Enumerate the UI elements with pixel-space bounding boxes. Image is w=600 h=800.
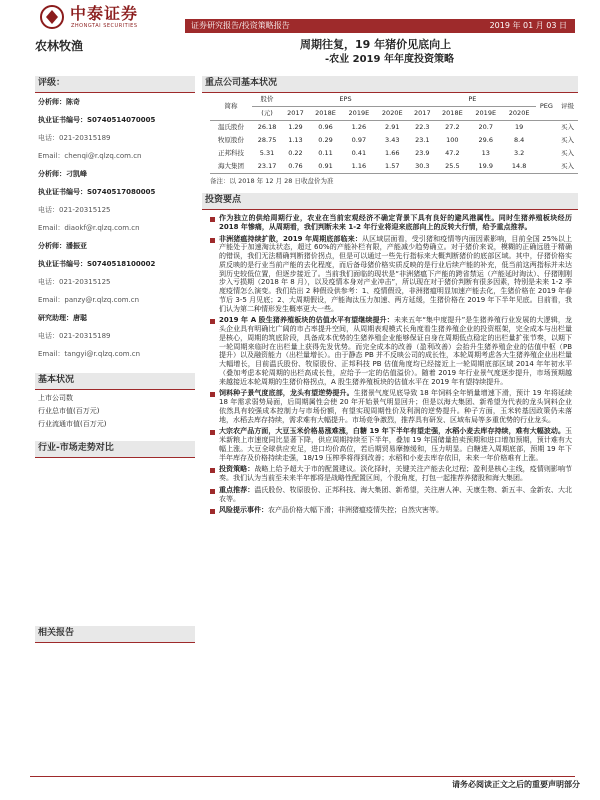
report-header-bar	[185, 19, 575, 33]
point-heading: 2019 年 A 股生猪养殖板块的估值水平有望继续提升：	[219, 316, 394, 325]
analyst-list	[35, 93, 195, 363]
zhongtai-logo-icon	[40, 5, 64, 29]
cert-number: S0740514070005	[87, 116, 156, 124]
pe-cell: 100	[446, 136, 459, 145]
pe-cell: 22.3	[415, 123, 430, 132]
footer-divider	[30, 776, 575, 777]
table-row	[210, 121, 578, 135]
company-name: 正邦科技	[218, 149, 244, 158]
email-label: Email：	[38, 224, 65, 232]
analyst-name: 潘振亚	[66, 242, 87, 250]
pe-cell: 25.5	[445, 162, 460, 171]
pe-cell: 27.2	[445, 123, 460, 132]
point-text: 生猪景气度见底导致 18 年饲料全年销量增速下滑，预计 19 年将延续 18 年需求弱势局面，后周期属性会使 20 年开始景气明显回升；但是以海大集团、新希望为代表的龙头饲料企业依然具有较强成本控制力与市场份额，有望实现周期性价及利润的逆势提升。种子方面，玉米转基因政策仍未落地，水稻去库存持续，需求难有大幅提升。市场竞争激烈，推荐具有研发、区域布局等多重优势的行业龙头。	[219, 389, 573, 424]
rating-cell: 买入	[560, 136, 574, 145]
peg-header: PEG	[539, 102, 553, 111]
email-label: Email：	[38, 296, 65, 304]
eps-header: EPS	[282, 93, 409, 107]
pe-cell: 13	[481, 149, 490, 158]
basic-status-section	[35, 373, 195, 390]
year-header: 2017	[414, 109, 431, 118]
point-heading: 大宗农产品方面，大豆玉米价格易涨难涨，白糖 19 年下半年有望走强，水稻小麦去库存持续，难有大幅波动。	[219, 427, 565, 436]
price-cell: 5.31	[259, 149, 275, 158]
assistant-role: 研究助理：	[38, 314, 73, 322]
summary-point	[210, 506, 572, 515]
email-link[interactable]: chenqi@r.qlzq.com.cn	[64, 152, 142, 160]
key-companies-table	[210, 93, 578, 174]
left-sidebar	[35, 76, 195, 643]
summary-point	[210, 427, 572, 462]
analyst-role: 分析师：	[38, 98, 66, 106]
year-header: 2017	[287, 109, 304, 118]
eps-cell: 1.66	[385, 149, 400, 158]
col-price-unit: (元)	[261, 109, 273, 118]
cert-label: 执业证书编号：	[38, 260, 87, 268]
market-trend-section	[35, 441, 195, 458]
summary-intro	[210, 214, 572, 232]
bullet-square-icon	[210, 217, 215, 222]
eps-cell: 1.26	[351, 123, 367, 132]
pe-cell: 14.8	[511, 162, 527, 171]
market-trend-title: 行业-市场走势对比	[38, 443, 114, 453]
pe-cell: 23.1	[415, 136, 430, 145]
point-text: 农产品价格大幅下滑；非洲猪瘟疫情失控；自然灾害等。	[268, 506, 443, 515]
point-text: 温氏股份、牧原股份、正邦科技、海大集团、新希望，关注唐人神、天康生物、新五丰、金新农、大北农等。	[219, 485, 573, 503]
peg-cell	[536, 134, 557, 147]
report-date: 2019 年 01 月 03 日	[489, 21, 567, 30]
related-reports-section	[35, 626, 195, 643]
eps-cell: 0.97	[351, 136, 367, 145]
eps-cell: 0.29	[318, 136, 333, 145]
eps-cell: 1.29	[288, 123, 303, 132]
peg-cell	[536, 121, 557, 135]
basic-item: 上市公司数	[38, 394, 73, 402]
industry-label: 农林牧渔	[35, 39, 84, 53]
bullet-square-icon	[210, 430, 215, 435]
rating-cell: 买入	[560, 149, 574, 158]
pe-cell: 23.9	[415, 149, 430, 158]
email-link[interactable]: tangyi@r.qlzq.com.cn	[64, 350, 141, 358]
email-link[interactable]: diaokf@r.qlzq.com.cn	[64, 224, 140, 232]
table-row	[210, 134, 578, 147]
summary-point	[210, 486, 572, 504]
basic-status-title: 基本状况	[38, 375, 75, 385]
table-note: 备注：以 2018 年 12 月 28 日收盘价为准	[210, 177, 334, 185]
summary-point	[210, 389, 572, 424]
year-header: 2018E	[442, 109, 463, 118]
analyst-role: 分析师：	[38, 242, 66, 250]
bullet-square-icon	[210, 238, 215, 243]
phone-label: 电话：	[38, 134, 59, 142]
logo-name: 中泰证券	[70, 4, 139, 23]
phone-label: 电话：	[38, 206, 59, 214]
eps-cell: 1.16	[351, 162, 367, 171]
peg-cell	[536, 160, 557, 174]
price-cell: 23.17	[257, 162, 277, 171]
company-name: 牧原股份	[218, 136, 244, 145]
year-header: 2019E	[475, 109, 497, 118]
email-label: Email：	[38, 350, 65, 358]
eps-cell: 2.91	[385, 123, 400, 132]
phone-label: 电话：	[38, 332, 59, 340]
eps-cell: 0.11	[318, 149, 333, 158]
eps-cell: 0.76	[288, 162, 303, 171]
summary-point	[210, 465, 572, 483]
bullet-square-icon	[210, 319, 215, 324]
cert-number: S0740517080005	[87, 188, 156, 196]
phone-value: 021-20315125	[59, 206, 111, 214]
phone-label: 电话：	[38, 278, 59, 286]
intro-text: 作为独立的供给周期行业，农业在当前宏观经济不确定背景下具有良好的避风港属性。同时生猪养殖板块经历 2018 年惨痛，从周期看，我们判断未来 1-2 年行业将迎来底部向上的反转大行情，给予重点推荐。	[219, 214, 572, 231]
phone-value: 021-20315125	[59, 278, 111, 286]
bullet-square-icon	[210, 489, 215, 494]
bullet-square-icon	[210, 468, 215, 473]
year-header: 2019E	[348, 109, 370, 118]
table-row	[210, 147, 578, 160]
point-heading: 饲料种子景气度底部，龙头有望逆势提升。	[219, 389, 354, 398]
point-heading: 重点推荐：	[219, 485, 255, 494]
pe-cell: 47.2	[445, 149, 460, 158]
bullet-square-icon	[210, 509, 215, 514]
summary-point	[210, 235, 572, 314]
key-companies-title: 重点公司基本状况	[205, 78, 278, 88]
phone-value: 021-20315189	[59, 332, 111, 340]
rating-cell: 买入	[560, 123, 574, 132]
rating-header: 评级	[560, 102, 574, 111]
pe-cell: 29.6	[478, 136, 493, 145]
cert-number: S0740518100002	[87, 260, 156, 268]
analyst-name: 刁凯峰	[66, 170, 87, 178]
pe-cell: 30.3	[415, 162, 430, 171]
footer-disclaimer: 请务必阅读正文之后的重要声明部分	[452, 780, 580, 789]
eps-cell: 0.91	[318, 162, 333, 171]
eps-cell: 1.57	[385, 162, 400, 171]
pe-cell: 19.9	[478, 162, 493, 171]
pe-cell: 20.7	[478, 123, 493, 132]
pe-cell: 8.4	[513, 136, 525, 145]
point-heading: 风险提示事件：	[219, 506, 268, 515]
price-cell: 26.18	[257, 123, 277, 132]
market-trend-chart-area	[35, 458, 195, 626]
point-text: 未来五年“集中度提升”是生猪养殖行业发展的大逻辑，龙头企业具有明确比广阔的市占率提升空间，从周期表观模式长角度看生猪养殖企业的投资框架，完全成本与出栏量是核心，周期的筑底阶段，具备成本优势的生猪养殖企业能够保证自身在周期低点稳定的出栏量扩张节奏，以期下一轮周期来临时在出栏量上获得先发优势。而完全成本的改善（盈利改善）会抬升生猪养殖企业的估值中枢（PB 提升）以及融资能力（出栏量增长）。由于静态 PB 并不反映公司的成长性，本轮周期考虑各大生猪养殖企业出栏量大幅增长，目前温氏股份、牧原股份、正邦科技 PB 估值角度均已经接近上一轮周期底部区域 2014 年年初水平（叠加考虑本轮周期的出栏高成长性，应给予一定的估值溢价）。随着 2019 年行业景气度逐步提升，市场预期越来越接近本轮周期的生猪价格拐点，A 股生猪养殖板块的估值水平在 2019 年有望持续提升。	[219, 316, 572, 386]
point-heading: 非洲猪瘟持续扩散，2019 年周期底部临来：	[219, 234, 362, 243]
point-text: 玉米新粮上市速度同比显著下降，供应周期持续至下半年，叠加 19 年国储量拍卖预期和进口增加预期，预计难有大幅上涨。大豆全球供应充足，进口均价高位，若后期贸易摩擦缓和，压力明显。白糖进入周期底部，预期 19 年下半年库存及价格持续走强，18/19 压榨季将得到改善；水稻和小麦去库存依旧，未来一年价格难有上涨。	[219, 427, 572, 462]
eps-cell: 0.96	[318, 123, 333, 132]
logo-name-en: ZHONGTAI SECURITIES	[71, 23, 138, 29]
rating-cell: 买入	[560, 162, 574, 171]
price-cell: 28.75	[257, 136, 277, 145]
company-name: 温氏股份	[218, 123, 244, 132]
cert-label: 执业证书编号：	[38, 116, 87, 124]
brand-logo	[40, 3, 170, 33]
pe-cell: 3.2	[513, 149, 525, 158]
email-link[interactable]: panzy@r.qlzq.com.cn	[64, 296, 140, 304]
eps-cell: 0.41	[351, 149, 367, 158]
analyst-name: 陈奇	[66, 98, 80, 106]
year-header: 2018E	[315, 109, 336, 118]
peg-cell	[536, 147, 557, 160]
bullet-square-icon	[210, 392, 215, 397]
eps-cell: 1.13	[288, 136, 303, 145]
report-title: 周期往复，19 年猪价见底向上	[300, 38, 452, 51]
summary-body	[210, 214, 572, 515]
summary-point	[210, 316, 572, 386]
point-text: 从区域层面看，受引猪和疫情等内面因素影响，目前全国 25%以上产能处于加速淘汰状态，超过 60%的产能补栏有限，产能减少趋势确立。对于猪价来说，模糊的正确远胜于精确的错误，我们无法精确判断猪价拐点，但是可以通过一些先行指标来大概判断猪价的底部区域。其中，仔猪价格实质反映的是行业当前产能的去化程度，而后备母猪价格实质反映的是行业后续产能的补充，低当前这两指标并未达到历史较低位置，但逐步接近了。当前我们面临的现状是“非洲猪瘟下产能的跨省禁运（产能延时淘汰）、仔猪刚刚步入亏损期（2018 年 8 月），以及疫情本身对产业冲击”，所以现在对于猪价判断有很多因素，特别是未来 1-2 季度疫情怎么演变。我们给出 2 种假设供参考：1、疫情假设，非洲猪瘟明显加速产能去化，生猪价格在 2019 年春节后 3-5 月见底；2、大周期假设，产能淘汰压力加速、两方延缓，生猪价格在 2019 年下半年见底。目前看，我们认为第二种情形发生概率更大一些。	[219, 234, 572, 313]
investment-summary-title: 投资要点	[205, 195, 242, 206]
company-name: 海大集团	[218, 162, 244, 171]
analyst-role: 分析师：	[38, 170, 66, 178]
rating-section	[35, 76, 195, 93]
pe-header: PE	[409, 93, 536, 107]
basic-status-list	[35, 390, 195, 431]
pe-cell: 19	[514, 123, 524, 132]
eps-cell: 3.43	[385, 136, 400, 145]
report-subtitle: -农业 2019 年年度投资策略	[325, 54, 454, 65]
point-heading: 投资策略：	[219, 465, 255, 474]
report-type: 证券研究报告/投资策略报告	[191, 21, 290, 30]
year-header: 2020E	[508, 109, 530, 118]
point-text: 战略上给予超大于市的配置建议。淡化择时，关键关注产能去化过程；盈利是核心主线，疫情则影响节奏。我们认为当前至未来半年都将是战略性配置区间，个股角度，打包一起推荐养猪股和海大集团。	[219, 465, 573, 483]
eps-cell: 0.22	[288, 149, 303, 158]
investment-summary-section	[202, 193, 578, 210]
rating-label: 评级：	[38, 78, 66, 88]
email-label: Email：	[38, 152, 65, 160]
cert-label: 执业证书编号：	[38, 188, 87, 196]
basic-item: 行业总市值(百万元)	[38, 407, 100, 415]
col-price-header: 股价	[260, 95, 274, 104]
col-name-header: 简称	[224, 102, 238, 111]
related-reports-title: 相关报告	[38, 628, 75, 638]
key-companies-section	[202, 76, 578, 93]
basic-item: 行业流通市值(百万元)	[38, 420, 107, 428]
table-row	[210, 160, 578, 174]
year-header: 2020E	[381, 109, 403, 118]
main-content	[202, 76, 578, 515]
assistant-name: 唐聪	[73, 314, 87, 322]
phone-value: 021-20315189	[59, 134, 111, 142]
